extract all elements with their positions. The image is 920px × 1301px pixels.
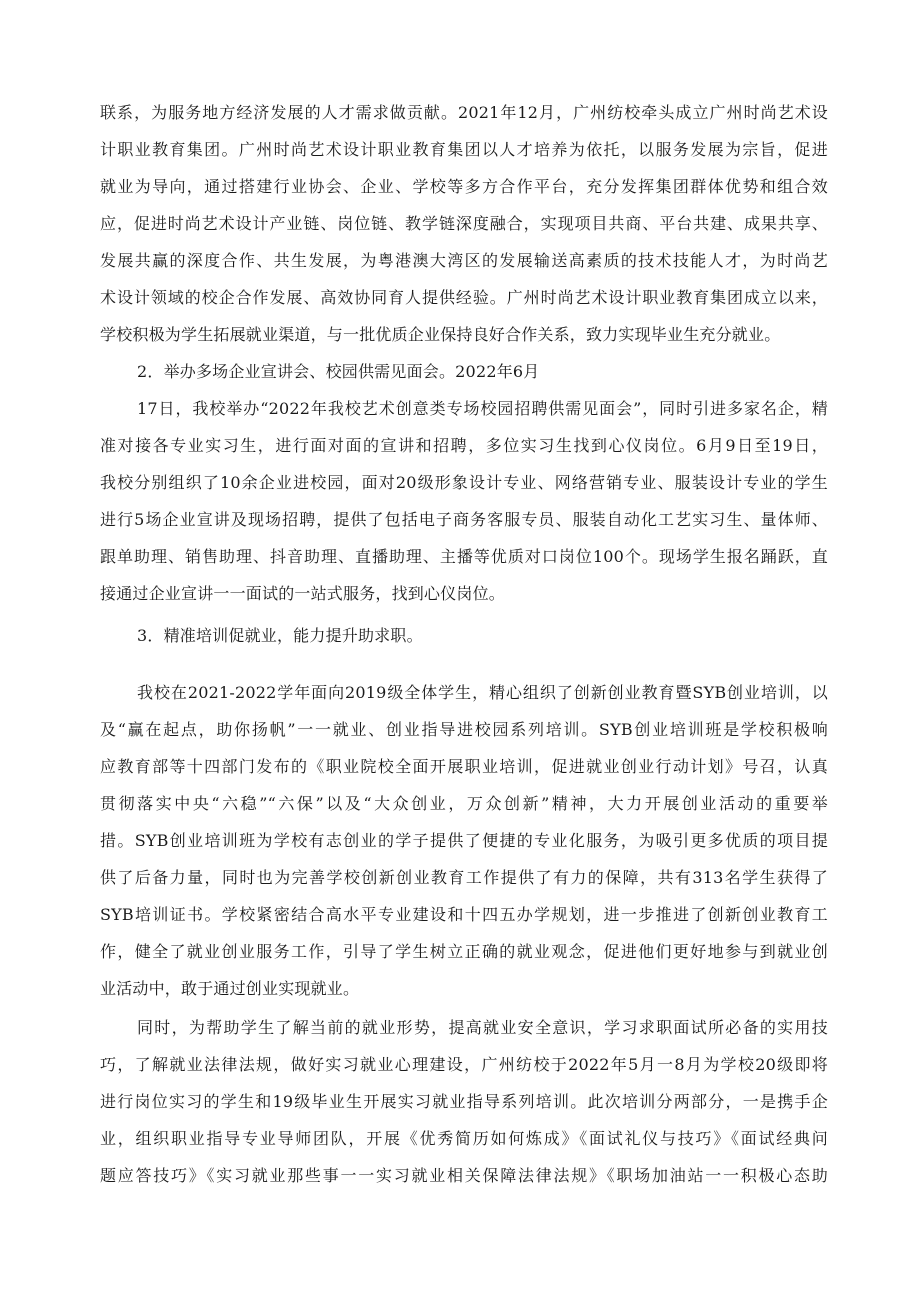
text-line: 题应答技巧》《实习就业那些事一一实习就业相关保障法律法规》《职场加油站一一积极心态助 — [100, 1166, 828, 1185]
text-line: 术设计领域的校企合作发展、高效协同育人提供经验。广州时尚艺术设计职业教育集团成立以来， — [100, 288, 828, 307]
text-line: 进行岗位实习的学生和19级毕业生开展实习就业指导系列培训。此次培训分两部分，一是携手企 — [100, 1092, 828, 1111]
text-line: 进行5场企业宣讲及现场招聘，提供了包括电子商务客服专员、服装自动化工艺实习生、量体师、 — [100, 510, 828, 529]
section-heading: 2．举办多场企业宣讲会、校园供需见面会。2022年6月 — [137, 362, 540, 381]
text-line: 措。SYB创业培训班为学校有志创业的学子提供了便捷的专业化服务，为吸引更多优质的项目提 — [100, 831, 828, 850]
text-line: 业活动中，敢于通过创业实现就业。 — [100, 979, 360, 998]
text-line: 准对接各专业实习生，进行面对面的宣讲和招聘，多位实习生找到心仪岗位。6月9日至19日， — [100, 436, 828, 455]
text-line: 贯彻落实中央“六稳”“六保”以及“大众创业，万众创新”精神，大力开展创业活动的重要举 — [100, 794, 828, 813]
text-line: 接通过企业宣讲一一面试的一站式服务，找到心仪岗位。 — [100, 584, 506, 603]
text-line: 我校在2021-2022学年面向2019级全体学生，精心组织了创新创业教育暨SYB创业培训，以 — [137, 683, 828, 702]
text-line: 发展共赢的深度合作、共生发展，为粤港澳大湾区的发展输送高素质的技术技能人才，为时尚艺 — [100, 251, 828, 270]
text-line: 作，健全了就业创业服务工作，引导了学生树立正确的就业观念，促进他们更好地参与到就业创 — [100, 942, 828, 961]
section-heading: 3．精准培训促就业，能力提升助求职。 — [137, 626, 423, 645]
text-line: 我校分别组织了10余企业进校园，面对20级形象设计专业、网络营销专业、服装设计专业的学生 — [100, 473, 828, 492]
text-line: 同时，为帮助学生了解当前的就业形势，提高就业安全意识，学习求职面试所必备的实用技 — [137, 1018, 828, 1037]
text-line: 供了后备力量，同时也为完善学校创新创业教育工作提供了有力的保障，共有313名学生获得了 — [100, 868, 828, 887]
text-line: 应，促进时尚艺术设计产业链、岗位链、教学链深度融合，实现项目共商、平台共建、成果共享、 — [100, 214, 828, 233]
text-line: SYB培训证书。学校紧密结合高水平专业建设和十四五办学规划，进一步推进了创新创业教育工 — [100, 905, 828, 924]
text-line: 及“赢在起点，助你扬帆”一一就业、创业指导进校园系列培训。SYB创业培训班是学校积极响 — [100, 720, 828, 739]
text-line: 计职业教育集团。广州时尚艺术设计职业教育集团以人才培养为依托，以服务发展为宗旨，促进 — [100, 140, 828, 159]
text-line: 巧，了解就业法律法规，做好实习就业心理建设，广州纺校于2022年5月一8月为学校20级即将 — [100, 1055, 828, 1074]
text-line: 17日，我校举办“2022年我校艺术创意类专场校园招聘供需见面会”，同时引进多家名企，精 — [137, 399, 828, 418]
text-line: 业，组织职业指导专业导师团队，开展《优秀简历如何炼成》《面试礼仪与技巧》《面试经典问 — [100, 1129, 828, 1148]
text-line: 联系，为服务地方经济发展的人才需求做贡献。2021年12月，广州纺校牵头成立广州时尚艺术设 — [100, 103, 828, 122]
text-line: 应教育部等十四部门发布的《职业院校全面开展职业培训，促进就业创业行动计划》号召，认真 — [100, 757, 828, 776]
text-line: 跟单助理、销售助理、抖音助理、直播助理、主播等优质对口岗位100个。现场学生报名踊跃，直 — [100, 547, 828, 566]
text-line: 学校积极为学生拓展就业渠道，与一批优质企业保持良好合作关系，致力实现毕业生充分就业。 — [100, 325, 781, 344]
text-line: 就业为导向，通过搭建行业协会、企业、学校等多方合作平台，充分发挥集团群体优势和组合效 — [100, 177, 828, 196]
